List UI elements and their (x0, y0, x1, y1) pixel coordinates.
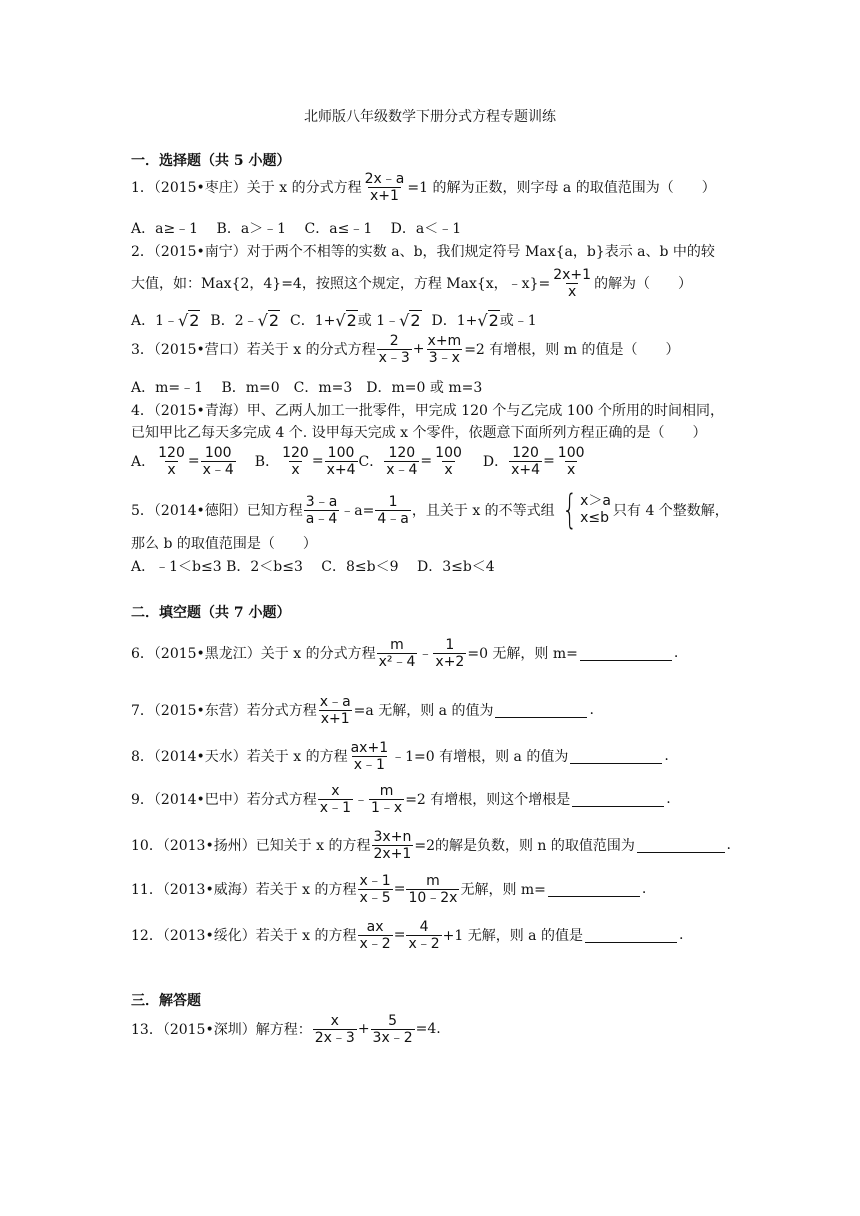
answer-blank[interactable] (495, 703, 587, 718)
option-a-label: A．1﹣ (131, 313, 179, 329)
answer-blank[interactable] (585, 928, 677, 943)
fraction: $\frac{120}{x+4}$ (511, 444, 541, 478)
question-8: 8．（2014•天水）若关于 x 的方程 $\frac{ax+1}{x﹣1}$ ﹣1=0 有增根，则 a 的值为 . (131, 739, 669, 773)
question-2-line-1: 2．（2015•南宁）对于两个不相等的实数 a、b，我们规定符号 Max{a，b}表示 a、b 中的较 (131, 244, 715, 260)
fraction: $\frac{ax+1}{x﹣1}$ (350, 739, 389, 773)
inequality-row: x≤b (580, 510, 610, 526)
option-c-label: C． (358, 454, 384, 470)
question-text: 3．（2015•营口）若关于 x 的分式方程 (131, 342, 376, 358)
question-text: 7．（2015•东营）若分式方程 (131, 703, 317, 719)
fraction: $\frac{m}{\text{x²﹣4}}$ (378, 636, 416, 670)
operator: + (357, 1021, 370, 1037)
fraction: $\frac{100}{x}$ (557, 444, 585, 478)
question-1-options: A．a≥﹣1 B．a＞﹣1 C．a≤﹣1 D．a＜﹣1 (131, 221, 462, 237)
question-text: =a 无解，则 a 的值为 (353, 703, 494, 719)
question-text: 12．（2013•绥化）若关于 x 的方程 (131, 928, 357, 944)
question-3-options: A．m=﹣1 B．m=0 C．m=3 D．m=0 或 m=3 (131, 380, 483, 396)
fraction: $\frac{x﹣a}{x+1}$ (319, 693, 351, 727)
question-text: 1．（2015•枣庄）关于 x 的分式方程 (131, 180, 362, 196)
question-7: 7．（2015•东营）若分式方程 $\frac{x﹣a}{x+1}$ =a 无解，则 a 的值为 . (131, 693, 594, 727)
fraction: $\frac{x+m}{3﹣x}$ (427, 332, 462, 366)
question-5-line-2: 那么 b 的取值范围是（ ） (131, 536, 317, 552)
fraction: $\frac{4}{x﹣2}$ (408, 918, 440, 952)
option-b-label: B． (254, 454, 280, 470)
question-2-line-2 (131, 266, 731, 300)
question-text: =1 的解为正数，则字母 a 的取值范围为（ ） (407, 180, 716, 196)
sqrt-symbol: √2 (178, 310, 200, 330)
question-2-options (131, 310, 731, 330)
fraction: $\frac{3﹣a}{a﹣4}$ (305, 493, 338, 527)
fraction: $\frac{120}{x}$ (282, 444, 309, 478)
brace-symbol: { (561, 487, 578, 533)
inequality-row: x＞a (580, 493, 611, 509)
operator: + (412, 341, 425, 357)
inequality-system (557, 487, 611, 533)
answer-blank[interactable] (580, 646, 672, 661)
question-1 (131, 170, 731, 204)
question-text: =2 有增根，则 m 的值是（ ） (464, 342, 680, 358)
option-a-label: A． (131, 454, 156, 470)
question-12: 12．（2013•绥化）若关于 x 的方程 $\frac{ax}{x﹣2}$ = $\frac{4}{x﹣2}$ +1 无解，则 a 的值是 . (131, 918, 684, 952)
question-text: 无解，则 m= (460, 882, 546, 898)
question-10: 10．（2013•扬州）已知关于 x 的方程 $\frac{3x+n}{2x+1}$ =2的解是负数，则 n 的取值范围为 . (131, 828, 731, 862)
question-text: 6．（2015•黑龙江）关于 x 的分式方程 (131, 646, 376, 662)
fraction: $\frac{x}{2x﹣3}$ (314, 1012, 355, 1046)
option-b-label: B．2﹣ (210, 313, 258, 329)
question-text: 的解为（ ） (594, 276, 693, 292)
sqrt-symbol: √2 (477, 310, 499, 330)
question-text: =4. (415, 1021, 441, 1037)
question-text: ﹣1=0 有增根，则 a 的值为 (391, 749, 569, 765)
option-c-label: C．1+ (290, 313, 336, 329)
option-d-label: D．1+ (431, 313, 478, 329)
question-text: +1 无解，则 a 的值是 (442, 928, 583, 944)
fraction: $\frac{120}{x}$ (158, 444, 185, 478)
question-text: =2 有增根，则这个增根是 (405, 792, 571, 808)
section-heading-fill: 二．填空题（共 7 小题） (131, 605, 291, 621)
question-5-options: A．﹣1＜b≤3 B．2＜b≤3 C．8≤b＜9 D．3≤b＜4 (131, 559, 495, 575)
question-text: ，且关于 x 的不等式组 (411, 503, 555, 519)
question-5 (131, 487, 731, 533)
fraction: $\frac{ax}{x﹣2}$ (359, 918, 391, 952)
page-title: 北师版八年级数学下册分式方程专题训练 (304, 109, 556, 125)
fraction: $\frac{m}{1﹣x}$ (371, 782, 403, 816)
question-3 (131, 332, 731, 366)
fraction: $\frac{100}{x﹣4}$ (202, 444, 234, 478)
fraction: $\frac{2}{x﹣3}$ (378, 332, 410, 366)
operator: ﹣ (354, 792, 368, 808)
fraction: $\frac{120}{x﹣4}$ (386, 444, 418, 478)
fraction: $\frac{x﹣1}{x﹣5}$ (359, 872, 391, 906)
question-4-options: A． $\frac{120}{x}$ = $\frac{100}{x﹣4}$ B． $\frac{120}{x}$ = $\frac{100}{x+4}$ C． $\frac{120}{x﹣4}$ = $\frac{100}{x}$ D． $\frac{120}{x+4}$ = $\frac{100}{x}$ (131, 444, 585, 478)
answer-blank[interactable] (548, 882, 640, 897)
question-text: 只有 4 个整数解， (613, 503, 729, 519)
fraction: $\frac{5}{3x﹣2}$ (372, 1012, 413, 1046)
fraction: $\frac{2x+1}{x}$ (553, 266, 592, 300)
question-text: 11．（2013•威海）若关于 x 的方程 (131, 882, 357, 898)
question-4-line-1: 4．（2015•青海）甲、乙两人加工一批零件，甲完成 120 个与乙完成 100 个所用的时间相同， (131, 403, 725, 419)
answer-blank[interactable] (637, 838, 725, 853)
question-6: 6．（2015•黑龙江）关于 x 的分式方程 $\frac{m}{\text{x²﹣4}}$ ﹣ $\frac{1}{x+2}$ =0 无解，则 m= . (131, 636, 679, 670)
question-4-line-2: 已知甲比乙每天多完成 4 个. 设甲每天完成 x 个零件，依题意下面所列方程正确的是（ ） (131, 425, 707, 441)
question-text: 8．（2014•天水）若关于 x 的方程 (131, 749, 348, 765)
question-9: 9．（2014•巴中）若分式方程 $\frac{x}{x﹣1}$ ﹣ $\frac{m}{1﹣x}$ =2 有增根，则这个增根是 . (131, 782, 671, 816)
answer-blank[interactable] (572, 792, 664, 807)
question-text: 大值，如：Max{2，4}=4，按照这个规定，方程 Max{x，﹣x}= (131, 276, 551, 292)
sqrt-symbol: √2 (257, 310, 280, 330)
fraction: $\frac{100}{x}$ (435, 444, 462, 478)
fraction: $\frac{1}{x+2}$ (435, 636, 465, 670)
fraction: $\frac{x}{x﹣1}$ (319, 782, 351, 816)
question-text: 5．（2014•德阳）已知方程 (131, 503, 303, 519)
question-text: ﹣a= (340, 503, 375, 519)
question-text: 13．（2015•深圳）解方程： (131, 1022, 312, 1038)
fraction: $\frac{3x+n}{2x+1}$ (373, 828, 412, 862)
fraction: $\frac{1}{4﹣a}$ (377, 493, 409, 527)
question-text: 10．（2013•扬州）已知关于 x 的方程 (131, 838, 371, 854)
answer-blank[interactable] (570, 749, 662, 764)
sqrt-symbol: √2 (399, 310, 421, 330)
operator: = (393, 881, 406, 897)
question-text: =0 无解，则 m= (467, 646, 578, 662)
question-11: 11．（2013•威海）若关于 x 的方程 $\frac{x﹣1}{x﹣5}$ = $\frac{m}{10﹣2x}$ 无解，则 m= . (131, 872, 647, 906)
fraction: $\frac{2x﹣a}{x+1}$ (364, 170, 405, 204)
operator: = (393, 927, 406, 943)
option-d-label: D． (482, 454, 509, 470)
section-heading-choice: 一．选择题（共 5 小题） (131, 153, 291, 169)
fraction: $\frac{m}{10﹣2x}$ (408, 872, 458, 906)
question-13 (131, 1012, 731, 1046)
operator: ﹣ (418, 646, 433, 662)
question-text: 9．（2014•巴中）若分式方程 (131, 792, 317, 808)
option-text: 或﹣1 (499, 313, 537, 329)
sqrt-symbol: √2 (335, 310, 357, 330)
option-text: 或 1﹣ (357, 313, 400, 329)
section-heading-answer: 三．解答题 (131, 993, 201, 1009)
question-text: =2的解是负数，则 n 的取值范围为 (414, 838, 635, 854)
fraction: $\frac{100}{x+4}$ (326, 444, 356, 478)
